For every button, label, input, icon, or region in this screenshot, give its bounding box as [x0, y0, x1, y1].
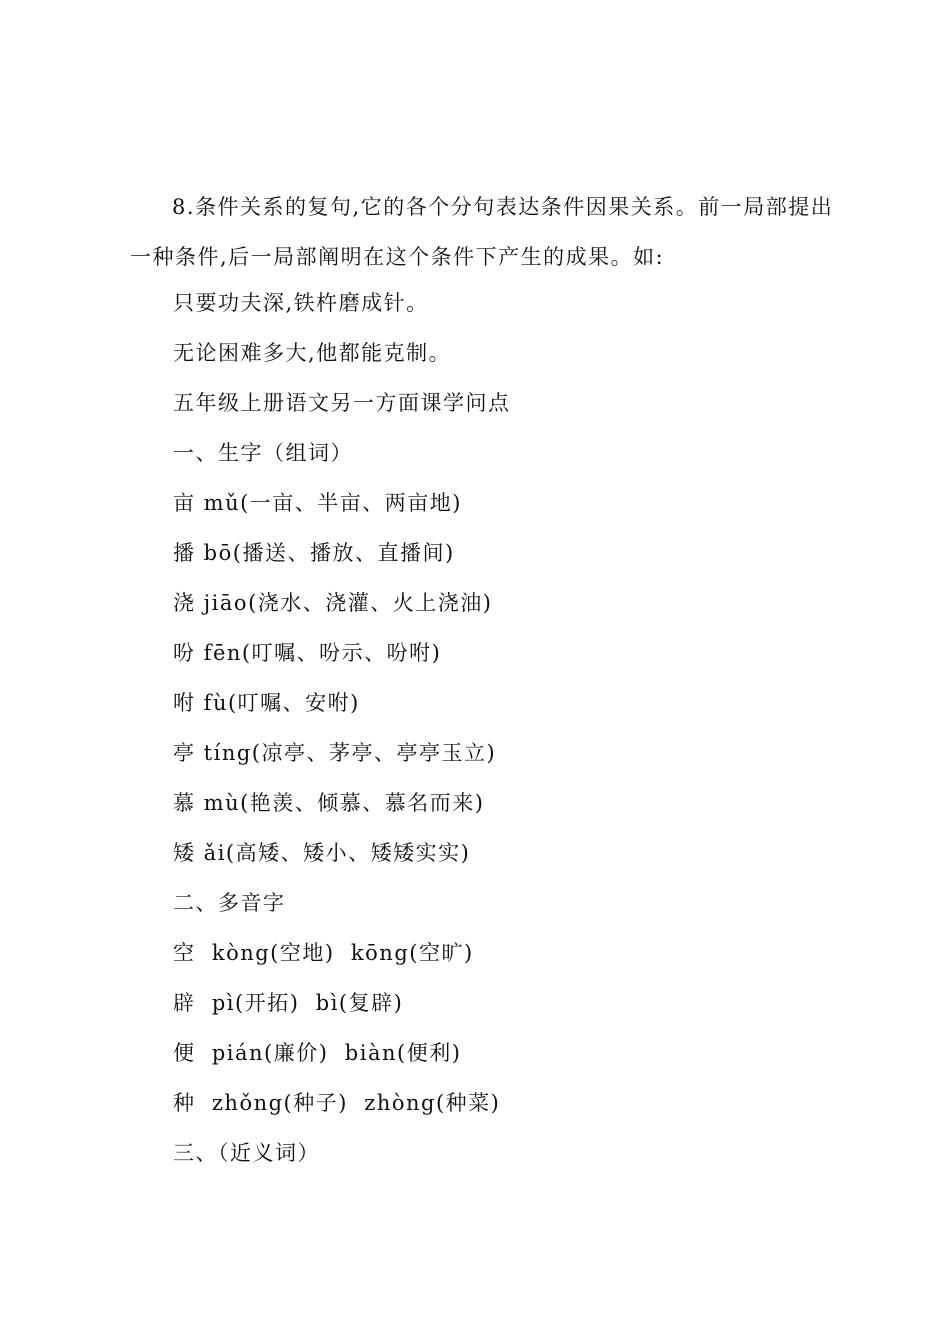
- heading-synonyms: 三、（近义词）: [173, 1141, 320, 1165]
- vocab-item: 播 bō(播送、播放、直播间): [173, 541, 455, 565]
- polyphone-item: 种 zhǒng(种子) zhòng(种菜): [173, 1091, 501, 1115]
- example-sentence-2: 无论困难多大,他都能克制。: [173, 341, 452, 365]
- vocab-item: 亭 tíng(凉亭、茅亭、亭亭玉立): [173, 741, 497, 765]
- vocab-item: 慕 mù(艳羡、倾慕、慕名而来): [173, 791, 485, 815]
- vocab-item: 吩 fēn(叮嘱、吩示、吩咐): [173, 641, 442, 665]
- vocab-item: 咐 fù(叮嘱、安咐): [173, 691, 360, 715]
- intro-paragraph: 8.条件关系的复句,它的各个分句表达条件因果关系。前一局部提出一种条件,后一局部阐明在这个条件下产生的成果。如:: [130, 195, 834, 269]
- polyphone-item: 空 kòng(空地) kōng(空旷): [173, 941, 474, 965]
- example-sentence-1: 只要功夫深,铁杵磨成针。: [173, 291, 429, 315]
- polyphone-item: 辟 pì(开拓) bì(复辟): [173, 991, 404, 1015]
- heading-polyphones: 二、多音字: [173, 891, 286, 915]
- section-title: 五年级上册语文另一方面课学问点: [173, 391, 511, 415]
- vocab-item: 亩 mǔ(一亩、半亩、两亩地): [173, 491, 462, 515]
- heading-new-characters: 一、生字（组词）: [173, 441, 353, 465]
- vocab-item: 矮 ǎi(高矮、矮小、矮矮实实): [173, 841, 471, 865]
- polyphone-item: 便 pián(廉价) biàn(便利): [173, 1041, 462, 1065]
- vocab-item: 浇 jiāo(浇水、浇灌、火上浇油): [173, 591, 493, 615]
